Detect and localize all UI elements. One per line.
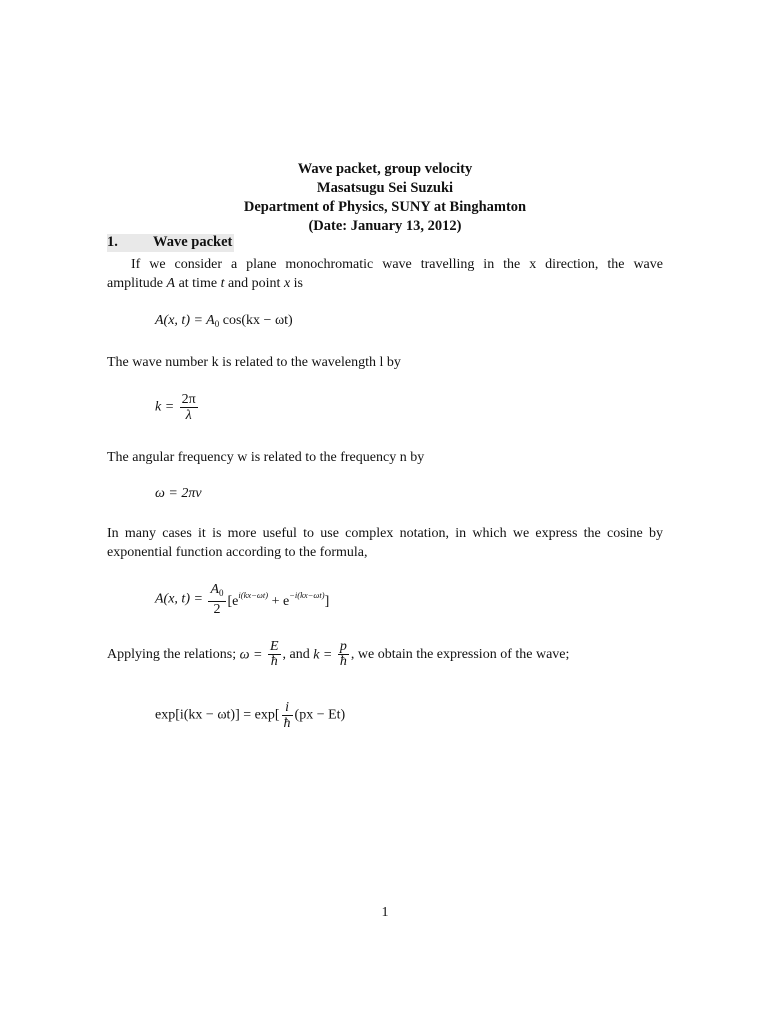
paragraph-line: amplitude A at time t and point x is — [107, 276, 304, 291]
paragraph-wave-number: The wave number k is related to the wavelength l by — [107, 355, 401, 370]
paragraph-complex-notation — [107, 524, 663, 562]
affiliation: Department of Physics, SUNY at Binghamton — [243, 199, 527, 215]
paragraph-line: In many cases it is more useful to use complex notation, in which we express the cosine by — [107, 526, 663, 541]
equation-exponential-wave: exp[i(kx − ωt)] = exp[ $\frac{i}{ħ}$ (px − Et) — [155, 700, 346, 731]
equation-wave-number: k = $\frac{2\pi}{\lambda}$ — [155, 392, 196, 423]
section-heading — [107, 234, 234, 252]
equation-plane-wave: A(x, $t) = A_0$ cos(kx − ωt) — [155, 313, 293, 329]
paragraph-line: exponential function according to the formula, — [107, 545, 368, 560]
paragraph-relations: Applying the relations; ω = $\frac{E}{ħ}$ , and k = $\frac{p}{ħ}$ , we obtain the expression of the wave; — [107, 639, 570, 669]
page-number: 1 — [381, 905, 389, 920]
section-title: Wave packet — [153, 234, 233, 250]
author: Masatsugu Sei Suzuki — [316, 180, 454, 196]
paragraph-intro — [107, 255, 663, 293]
paragraph-line: If we consider a plane monochromatic wave travelling in the x direction, the wave — [131, 257, 663, 272]
equation-angular-frequency: ω = 2πν — [155, 486, 202, 501]
section-number: 1. — [107, 234, 118, 250]
equation-complex-form: A(x, t) = $\frac{A_0}{2}$ $[e^{i(kx-\omega t)} + e^{-i(kx-\omega t)}]$ — [155, 582, 330, 617]
date: (Date: January 13, 2012) — [308, 218, 462, 234]
paper-title: Wave packet, group velocity — [297, 161, 473, 177]
title-block — [0, 160, 770, 236]
paragraph-angular-frequency: The angular frequency w is related to the frequency n by — [107, 450, 425, 465]
